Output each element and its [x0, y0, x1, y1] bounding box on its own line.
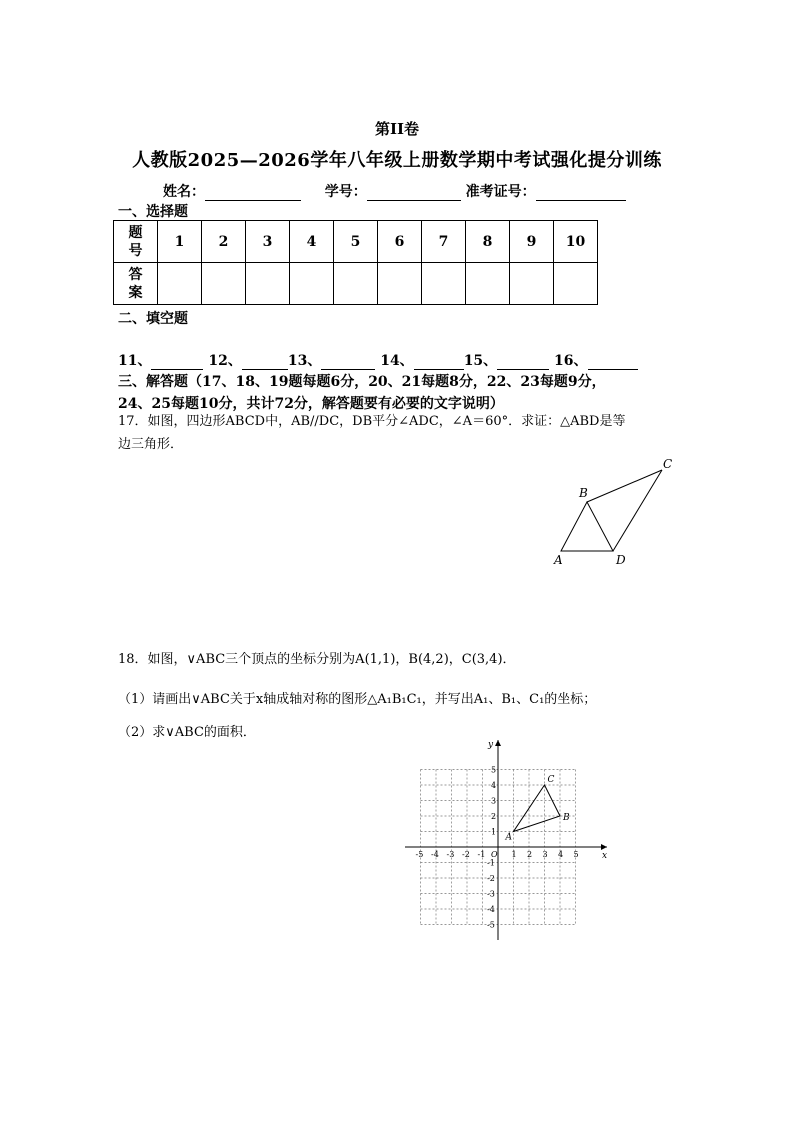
question-number-cell: 3 [246, 221, 290, 263]
y-tick-label: -4 [487, 905, 495, 914]
point-label-c: C [663, 457, 673, 471]
fill-item-label: 13、 [287, 353, 322, 369]
fill-item-label: 11、 [118, 353, 152, 369]
name-blank[interactable] [205, 186, 301, 201]
answer-table [113, 220, 598, 305]
answer-cell[interactable] [290, 263, 334, 305]
question-number-cell: 1 [158, 221, 202, 263]
section-2-title: 二、填空题 [118, 311, 188, 327]
y-tick-label: 2 [491, 812, 497, 821]
triangle-abc-outline [514, 785, 561, 832]
answer-table-header-row [114, 221, 598, 263]
fill-blank[interactable] [242, 355, 288, 370]
q18-line1: 18．如图，∨ABC三个顶点的坐标分别为A(1,1)，B(4,2)，C(3,4)． [118, 652, 516, 667]
answer-cell[interactable] [422, 263, 466, 305]
question-number-cell: 7 [422, 221, 466, 263]
x-tick-label: -4 [431, 850, 439, 859]
fill-blank[interactable] [151, 355, 203, 370]
x-tick-label: 1 [511, 850, 517, 859]
x-tick-label: 5 [573, 850, 579, 859]
y-axis-arrow [495, 740, 501, 746]
section-1-title: 一、选择题 [118, 204, 188, 220]
question-number-cell: 8 [466, 221, 510, 263]
fill-blank[interactable] [497, 355, 549, 370]
triangle-abd [561, 502, 613, 551]
y-tick-label: 3 [491, 796, 497, 806]
answer-cell[interactable] [202, 263, 246, 305]
exam-no-label: 准考证号： [465, 184, 536, 200]
vertex-label-b: B [563, 813, 570, 823]
q18-part1: （1）请画出∨ABC关于x轴成轴对称的图形△A₁B₁C₁，并写出A₁、B₁、C₁的坐标； [118, 692, 597, 707]
x-tick-label: 3 [542, 850, 548, 859]
fill-blank[interactable] [414, 355, 464, 370]
point-label-b: B [579, 486, 588, 500]
q17-line2: 边三角形． [118, 437, 184, 452]
answer-cell[interactable] [554, 263, 598, 305]
segment-bc [587, 470, 662, 502]
answer-label: 答 案 [114, 263, 158, 305]
origin-label: O [491, 850, 498, 859]
y-tick-label: -1 [487, 858, 495, 868]
y-tick-label: -3 [487, 889, 495, 899]
fill-blank[interactable] [588, 355, 638, 370]
q18-coordinate-grid [400, 735, 615, 945]
question-number-cell: 10 [554, 221, 598, 263]
fill-item-label: 12、 [208, 353, 242, 369]
name-label: 姓名： [163, 184, 205, 200]
vertex-label-a: A [505, 832, 512, 843]
answer-cell[interactable] [158, 263, 202, 305]
q17-line1: 17．如图，四边形ABCD中，AB//DC，DB平分∠ADC，∠A＝60°．求证：△ABD是等 [118, 414, 626, 429]
segment-cd [613, 470, 662, 551]
fill-blank-row [118, 350, 638, 370]
q18-part2: （2）求∨ABC的面积． [118, 725, 256, 740]
x-axis-label: x [602, 851, 608, 861]
x-tick-label: 4 [558, 850, 564, 859]
y-tick-label: 1 [491, 827, 497, 837]
y-tick-label: -5 [487, 920, 495, 930]
question-number-label: 题 号 [114, 221, 158, 263]
fill-item-label: 15、 [463, 353, 498, 369]
question-number-cell: 2 [202, 221, 246, 263]
x-axis-arrow [601, 844, 607, 850]
answer-cell[interactable] [510, 263, 554, 305]
exam-no-blank[interactable] [536, 186, 626, 201]
id-label: 学号： [324, 184, 367, 200]
point-label-d: D [616, 553, 626, 567]
answer-cell[interactable] [246, 263, 290, 305]
answer-cell[interactable] [466, 263, 510, 305]
question-number-cell: 5 [334, 221, 378, 263]
volume-heading: 第II卷 [374, 120, 420, 138]
question-number-cell: 4 [290, 221, 334, 263]
answer-table-answer-row [114, 263, 598, 305]
question-number-cell: 6 [378, 221, 422, 263]
y-tick-label: 5 [491, 765, 497, 775]
vertex-label-c: C [547, 775, 555, 785]
id-blank[interactable] [367, 186, 461, 201]
x-tick-label: -2 [462, 850, 470, 859]
answer-cell[interactable] [334, 263, 378, 305]
x-tick-label: -5 [415, 850, 424, 859]
x-tick-label: 2 [527, 850, 533, 859]
fill-item-label: 14、 [380, 353, 414, 369]
exam-title: 人教版2025—2026学年八年级上册数学期中考试强化提分训练 [132, 150, 662, 171]
fill-item-label: 16、 [554, 353, 588, 369]
y-tick-label: 4 [491, 781, 497, 790]
fill-blank[interactable] [321, 355, 375, 370]
y-axis-label: y [488, 740, 494, 750]
y-tick-label: -2 [487, 874, 495, 883]
section-3-title-line2: 24、25每题10分，共计72分，解答题要有必要的文字说明） [118, 396, 504, 412]
answer-cell[interactable] [378, 263, 422, 305]
point-label-a: A [554, 553, 563, 567]
question-number-cell: 9 [510, 221, 554, 263]
student-info-row [163, 181, 626, 201]
section-3-title-line1: 三、解答题（17、18、19题每题6分，20、21每题8分，22、23每题9分， [118, 374, 606, 390]
x-tick-label: -3 [446, 850, 455, 859]
q17-quadrilateral-figure [550, 455, 680, 570]
x-tick-label: -1 [477, 850, 486, 859]
